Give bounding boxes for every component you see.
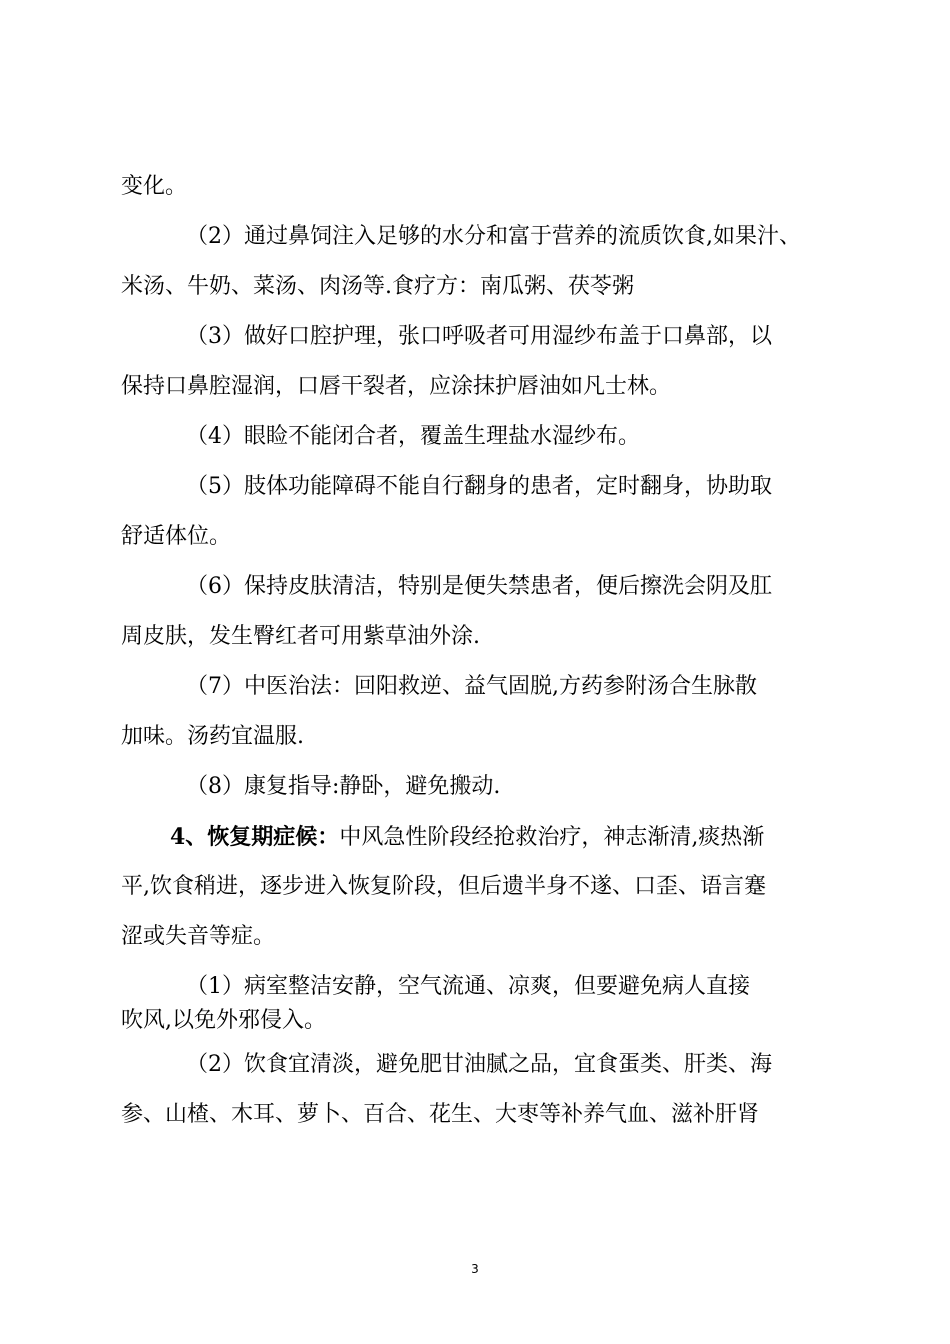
text-line: 涩或失音等症。 — [121, 924, 276, 949]
text-line: 加味。汤药宜温服. — [121, 724, 304, 749]
text-line: 周皮肤，发生臀红者可用紫草油外涂. — [121, 624, 480, 649]
list-item-5: （5）肢体功能障碍不能自行翻身的患者，定时翻身，协助取 — [186, 474, 772, 499]
list-item-4: （4）眼睑不能闭合者，覆盖生理盐水湿纱布。 — [186, 424, 640, 449]
text-line: 舒适体位。 — [121, 524, 232, 549]
text-line: 吹风,以免外邪侵入。 — [121, 1008, 326, 1033]
page-number: 3 — [471, 1262, 479, 1276]
list-item-2b: （2）饮食宜清淡，避免肥甘油腻之品，宜食蛋类、肝类、海 — [186, 1052, 772, 1077]
text-line: 参、山楂、木耳、萝卜、百合、花生、大枣等补养气血、滋补肝肾 — [121, 1102, 760, 1127]
list-item-6: （6）保持皮肤清洁，特别是便失禁患者，便后擦洗会阴及肛 — [186, 574, 772, 599]
text-line: 变化。 — [121, 174, 188, 199]
section-heading: 4、恢复期症候： — [170, 824, 340, 850]
text-line: 米汤、牛奶、菜汤、肉汤等.食疗方：南瓜粥、茯苓粥 — [121, 274, 634, 299]
text-line: 平,饮食稍进，逐步进入恢复阶段，但后遗半身不遂、口歪、语言蹇 — [121, 874, 766, 899]
list-item-2: （2）通过鼻饲注入足够的水分和富于营养的流质饮食,如果汁、 — [186, 224, 801, 249]
list-item-8: （8）康复指导:静卧，避免搬动. — [186, 774, 501, 799]
list-item-3: （3）做好口腔护理，张口呼吸者可用湿纱布盖于口鼻部，以 — [186, 324, 772, 349]
list-item-1: （1）病室整洁安静，空气流通、凉爽，但要避免病人直接 — [186, 974, 750, 999]
text-line: 保持口鼻腔湿润，口唇干裂者，应涂抹护唇油如凡士林。 — [121, 374, 672, 399]
section-text: 中风急性阶段经抢救治疗，神志渐清,痰热渐 — [339, 825, 765, 850]
section-paragraph — [170, 822, 950, 853]
list-item-7: （7）中医治法：回阳救逆、益气固脱,方药参附汤合生脉散 — [186, 674, 757, 699]
